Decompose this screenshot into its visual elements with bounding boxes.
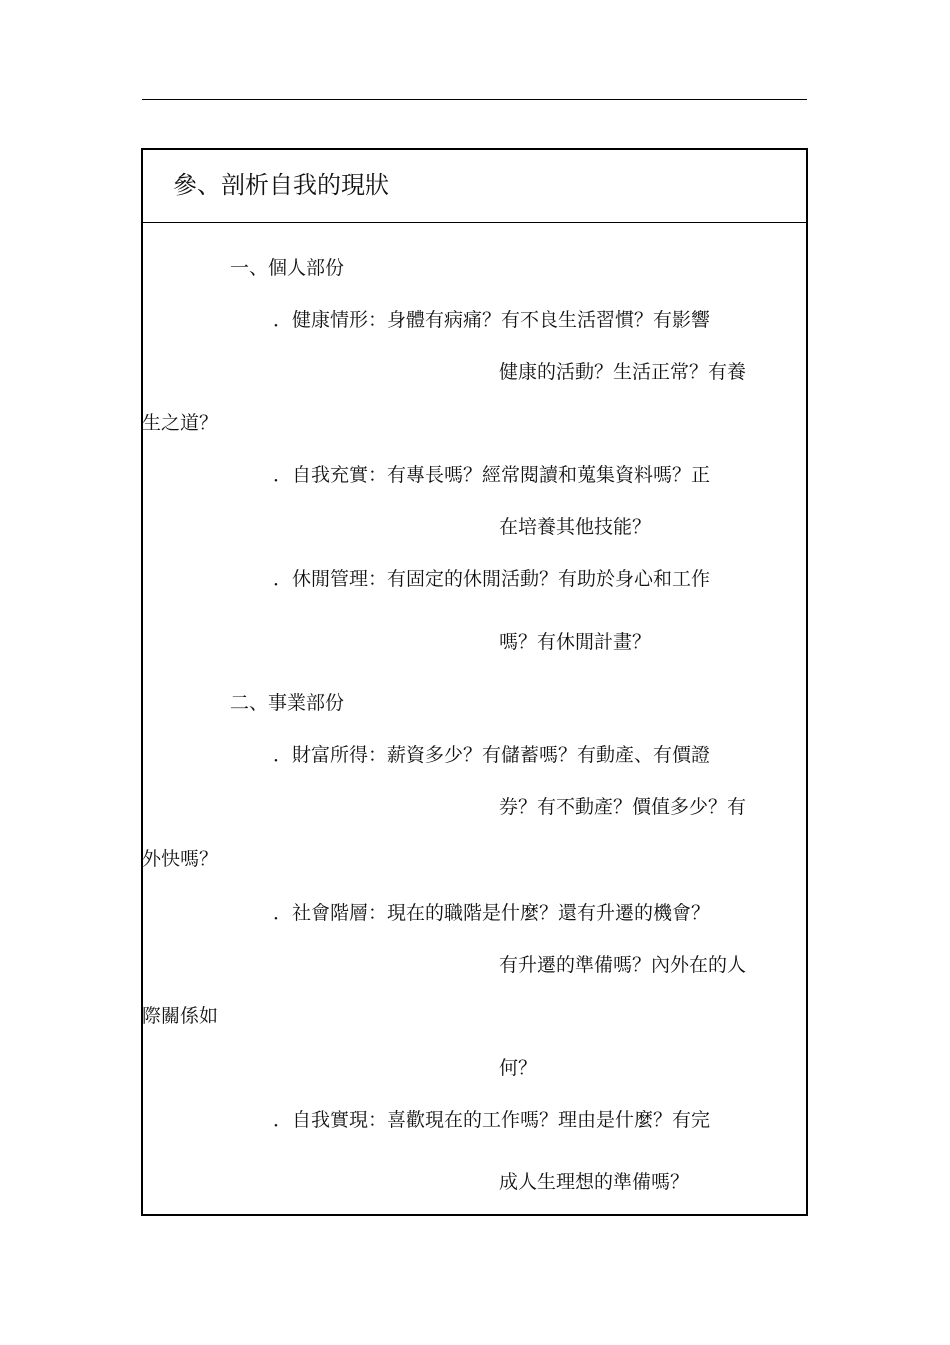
wealth-line-3: 外快嗎？ [142, 848, 219, 870]
wealth-line-1: ．財富所得：薪資多少？有儲蓄嗎？有動產、有價證 [273, 744, 711, 766]
leisure-line-2: 嗎？有休閒計畫？ [499, 631, 652, 653]
self-enrich-line-1: ．自我充實：有專長嗎？經常閱讀和蒐集資料嗎？正 [273, 464, 711, 486]
self-enrich-line-2: 在培養其他技能？ [499, 516, 652, 538]
wealth-line-2: 券？有不動產？價值多少？有 [499, 796, 747, 818]
social-line-1: ．社會階層：現在的職階是什麼？還有升遷的機會？ [273, 902, 711, 924]
leisure-line-1: ．休閒管理：有固定的休閒活動？有助於身心和工作 [273, 568, 711, 590]
section-title: 參、剖析自我的現狀 [173, 171, 389, 199]
box-header [143, 150, 806, 223]
self-realization-line-1: ．自我實現：喜歡現在的工作嗎？理由是什麼？有完 [273, 1109, 711, 1131]
social-line-4: 何？ [499, 1057, 538, 1079]
health-line-2: 健康的活動？生活正常？有養 [499, 361, 747, 383]
top-rule [142, 99, 807, 100]
self-realization-line-2: 成人生理想的準備嗎？ [499, 1171, 690, 1193]
social-line-2: 有升遷的準備嗎？內外在的人 [499, 954, 747, 976]
health-line-1: ．健康情形：身體有病痛？有不良生活習慣？有影響 [273, 309, 711, 331]
heading-career: 二、事業部份 [230, 692, 345, 714]
heading-personal: 一、個人部份 [230, 257, 345, 279]
social-line-3: 際關係如 [142, 1005, 219, 1027]
content-box [141, 148, 808, 1216]
health-line-3: 生之道？ [142, 412, 219, 434]
